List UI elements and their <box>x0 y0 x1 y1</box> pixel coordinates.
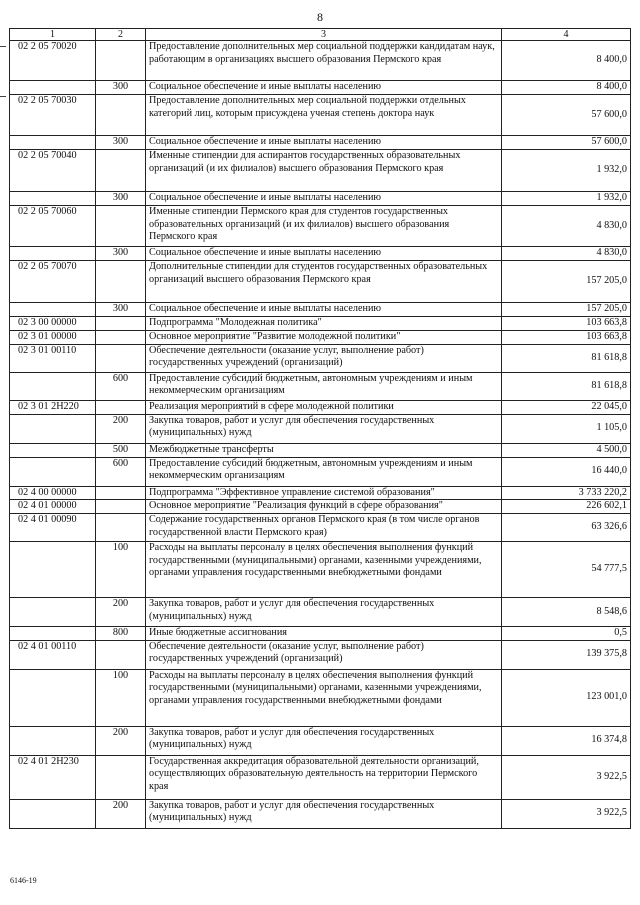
table-row <box>10 726 631 755</box>
table-row <box>10 317 631 331</box>
row-expense-type <box>96 400 146 414</box>
row-amount: 8 548,6 <box>502 598 631 627</box>
row-code <box>10 443 96 457</box>
row-amount: 123 001,0 <box>502 669 631 726</box>
row-amount: 1 105,0 <box>502 414 631 443</box>
row-amount: 16 440,0 <box>502 457 631 486</box>
row-amount: 16 374,8 <box>502 726 631 755</box>
row-code <box>10 247 96 261</box>
row-expense-type: 200 <box>96 799 146 828</box>
row-description: Социальное обеспечение и иные выплаты населению <box>146 303 502 317</box>
table-row <box>10 81 631 95</box>
table-row <box>10 247 631 261</box>
row-description: Закупка товаров, работ и услуг для обеспечения государственных (муниципальных) нужд <box>146 598 502 627</box>
row-expense-type <box>96 755 146 799</box>
row-expense-type <box>96 500 146 514</box>
row-code: 02 4 01 2Н230 <box>10 755 96 799</box>
row-code: 02 3 01 00110 <box>10 344 96 372</box>
row-code <box>10 414 96 443</box>
column-header: 3 <box>146 29 502 41</box>
row-expense-type: 500 <box>96 443 146 457</box>
table-row <box>10 755 631 799</box>
row-amount: 4 500,0 <box>502 443 631 457</box>
row-code: 02 3 00 00000 <box>10 317 96 331</box>
row-description: Предоставление дополнительных мер социальной поддержки кандидатам наук, работающим в организациях высшего образования Пермского края <box>146 41 502 81</box>
row-amount: 3 733 220,2 <box>502 486 631 500</box>
table-row <box>10 542 631 598</box>
row-amount: 157 205,0 <box>502 261 631 303</box>
row-amount: 3 922,5 <box>502 799 631 828</box>
row-description: Основное мероприятие "Развитие молодежной политики" <box>146 330 502 344</box>
table-row <box>10 598 631 627</box>
footer-code: 6146-19 <box>10 876 37 885</box>
edge-mark <box>0 96 6 97</box>
table-row <box>10 640 631 669</box>
row-code: 02 3 01 2Н220 <box>10 400 96 414</box>
row-expense-type: 300 <box>96 303 146 317</box>
row-amount: 157 205,0 <box>502 303 631 317</box>
row-amount: 81 618,8 <box>502 372 631 400</box>
table-row <box>10 799 631 828</box>
row-expense-type <box>96 330 146 344</box>
row-code: 02 2 05 70060 <box>10 206 96 247</box>
row-expense-type: 300 <box>96 136 146 150</box>
row-amount: 8 400,0 <box>502 41 631 81</box>
table-row <box>10 192 631 206</box>
budget-table <box>9 28 631 829</box>
row-amount: 139 375,8 <box>502 640 631 669</box>
table-row <box>10 330 631 344</box>
row-description: Закупка товаров, работ и услуг для обеспечения государственных (муниципальных) нужд <box>146 799 502 828</box>
row-description: Социальное обеспечение и иные выплаты населению <box>146 247 502 261</box>
row-code <box>10 799 96 828</box>
table-row <box>10 41 631 81</box>
row-code: 02 2 05 70040 <box>10 150 96 192</box>
row-expense-type: 200 <box>96 414 146 443</box>
row-code: 02 4 01 00110 <box>10 640 96 669</box>
row-code: 02 4 01 00000 <box>10 500 96 514</box>
row-amount: 1 932,0 <box>502 192 631 206</box>
row-description: Обеспечение деятельности (оказание услуг, выполнение работ) государственных учреждений (организаций) <box>146 344 502 372</box>
row-expense-type: 300 <box>96 192 146 206</box>
row-amount: 1 932,0 <box>502 150 631 192</box>
row-amount: 103 663,8 <box>502 317 631 331</box>
row-code <box>10 136 96 150</box>
row-amount: 4 830,0 <box>502 247 631 261</box>
table-row <box>10 136 631 150</box>
page-number: 8 <box>317 10 323 24</box>
row-expense-type <box>96 150 146 192</box>
row-description: Социальное обеспечение и иные выплаты населению <box>146 136 502 150</box>
table-row <box>10 486 631 500</box>
table-row <box>10 500 631 514</box>
table-row <box>10 150 631 192</box>
table-row <box>10 627 631 641</box>
row-code: 02 2 05 70070 <box>10 261 96 303</box>
row-expense-type <box>96 41 146 81</box>
column-header: 1 <box>10 29 96 41</box>
row-expense-type: 200 <box>96 726 146 755</box>
row-code: 02 4 00 00000 <box>10 486 96 500</box>
table-row <box>10 514 631 542</box>
row-description: Содержание государственных органов Пермского края (в том числе органов государственной власти Пермского края) <box>146 514 502 542</box>
edge-mark <box>0 46 6 47</box>
row-description: Государственная аккредитация образовательной деятельности организаций, осуществляющих образовательную деятельность на территории Пермского края <box>146 755 502 799</box>
row-description: Закупка товаров, работ и услуг для обеспечения государственных (муниципальных) нужд <box>146 414 502 443</box>
row-code: 02 3 01 00000 <box>10 330 96 344</box>
table-row <box>10 261 631 303</box>
row-expense-type: 600 <box>96 457 146 486</box>
row-amount: 3 922,5 <box>502 755 631 799</box>
row-description: Предоставление дополнительных мер социальной поддержки отдельных категорий лиц, которым присуждена ученая степень доктора наук <box>146 95 502 136</box>
row-description: Дополнительные стипендии для студентов государственных образовательных организаций высшего образования Пермского края <box>146 261 502 303</box>
table-row <box>10 457 631 486</box>
table-row <box>10 95 631 136</box>
row-code <box>10 598 96 627</box>
row-expense-type <box>96 344 146 372</box>
row-amount: 22 045,0 <box>502 400 631 414</box>
row-description: Именные стипендии для аспирантов государственных образовательных организаций (и их филиалов) высшего образования Пермского края <box>146 150 502 192</box>
column-header: 2 <box>96 29 146 41</box>
row-description: Социальное обеспечение и иные выплаты населению <box>146 192 502 206</box>
row-expense-type <box>96 317 146 331</box>
row-expense-type <box>96 486 146 500</box>
row-description: Именные стипендии Пермского края для студентов государственных образовательных организаций (и их филиалов) высшего образования Пермского края <box>146 206 502 247</box>
table-row <box>10 344 631 372</box>
row-code <box>10 457 96 486</box>
row-amount: 81 618,8 <box>502 344 631 372</box>
row-code <box>10 372 96 400</box>
row-description: Основное мероприятие "Реализация функций в сфере образования" <box>146 500 502 514</box>
row-expense-type: 100 <box>96 542 146 598</box>
row-expense-type <box>96 514 146 542</box>
row-amount: 8 400,0 <box>502 81 631 95</box>
row-amount: 57 600,0 <box>502 95 631 136</box>
row-amount: 54 777,5 <box>502 542 631 598</box>
row-code <box>10 627 96 641</box>
table-row <box>10 206 631 247</box>
row-code <box>10 303 96 317</box>
row-description: Подпрограмма "Молодежная политика" <box>146 317 502 331</box>
row-code <box>10 81 96 95</box>
row-expense-type <box>96 640 146 669</box>
row-code <box>10 726 96 755</box>
table-row <box>10 372 631 400</box>
table-row <box>10 400 631 414</box>
row-description: Предоставление субсидий бюджетным, автономным учреждениям и иным некоммерческим организациям <box>146 372 502 400</box>
row-amount: 4 830,0 <box>502 206 631 247</box>
row-expense-type <box>96 261 146 303</box>
row-amount: 0,5 <box>502 627 631 641</box>
row-amount: 57 600,0 <box>502 136 631 150</box>
row-code <box>10 542 96 598</box>
row-expense-type: 300 <box>96 81 146 95</box>
row-amount: 63 326,6 <box>502 514 631 542</box>
column-header: 4 <box>502 29 631 41</box>
table-row <box>10 303 631 317</box>
row-expense-type <box>96 95 146 136</box>
row-amount: 226 602,1 <box>502 500 631 514</box>
row-expense-type: 600 <box>96 372 146 400</box>
row-description: Расходы на выплаты персоналу в целях обеспечения выполнения функций государственными (муниципальными) органами, казенными учреждениями, органами управления государственными внебюджетными фондами <box>146 669 502 726</box>
column-header-row <box>10 29 631 41</box>
row-code <box>10 192 96 206</box>
row-description: Социальное обеспечение и иные выплаты населению <box>146 81 502 95</box>
row-description: Иные бюджетные ассигнования <box>146 627 502 641</box>
row-description: Расходы на выплаты персоналу в целях обеспечения выполнения функций государственными (муниципальными) органами, казенными учреждениями, органами управления государственными внебюджетными фондами <box>146 542 502 598</box>
row-code: 02 4 01 00090 <box>10 514 96 542</box>
row-description: Реализация мероприятий в сфере молодежной политики <box>146 400 502 414</box>
table-row <box>10 669 631 726</box>
row-description: Межбюджетные трансферты <box>146 443 502 457</box>
row-expense-type: 800 <box>96 627 146 641</box>
table-row <box>10 443 631 457</box>
row-description: Обеспечение деятельности (оказание услуг, выполнение работ) государственных учреждений (организаций) <box>146 640 502 669</box>
row-expense-type <box>96 206 146 247</box>
row-description: Подпрограмма "Эффективное управление системой образования" <box>146 486 502 500</box>
row-code: 02 2 05 70030 <box>10 95 96 136</box>
row-description: Закупка товаров, работ и услуг для обеспечения государственных (муниципальных) нужд <box>146 726 502 755</box>
table-row <box>10 414 631 443</box>
row-amount: 103 663,8 <box>502 330 631 344</box>
row-code: 02 2 05 70020 <box>10 41 96 81</box>
row-expense-type: 100 <box>96 669 146 726</box>
row-description: Предоставление субсидий бюджетным, автономным учреждениям и иным некоммерческим организациям <box>146 457 502 486</box>
row-code <box>10 669 96 726</box>
row-expense-type: 300 <box>96 247 146 261</box>
row-expense-type: 200 <box>96 598 146 627</box>
